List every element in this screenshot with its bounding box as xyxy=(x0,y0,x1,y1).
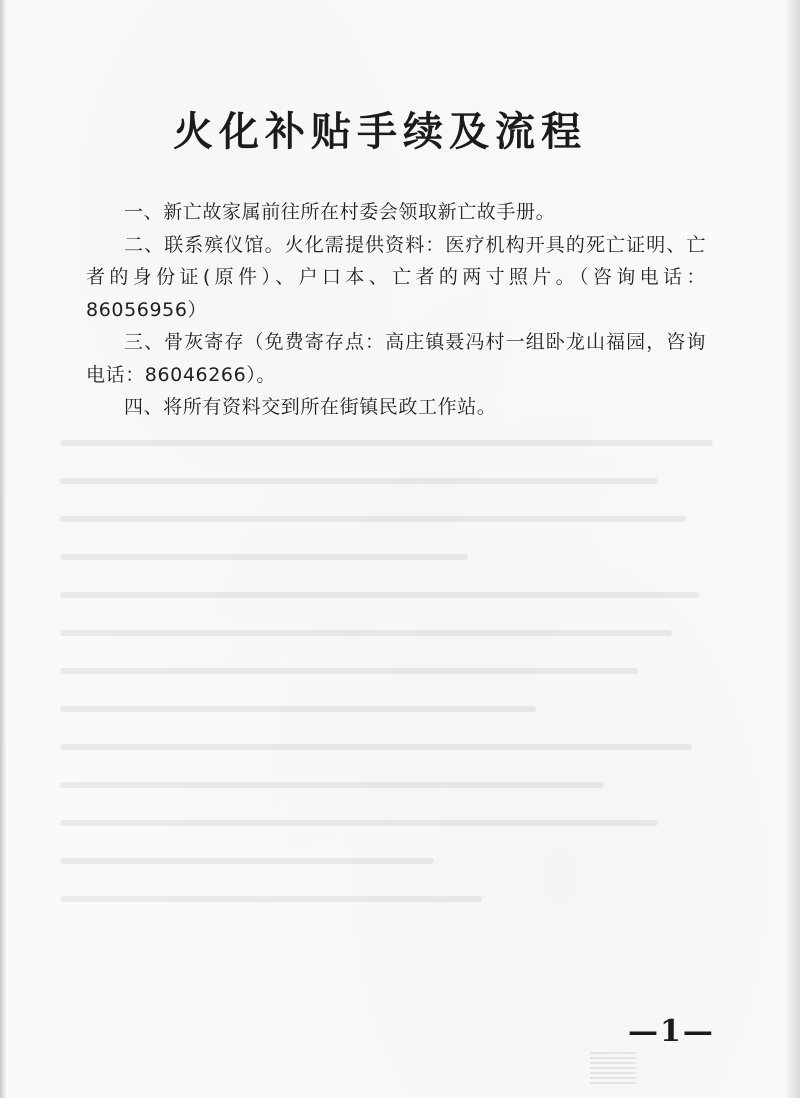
show-through-text xyxy=(60,440,740,960)
print-mark xyxy=(590,1052,636,1084)
page-right-shadow xyxy=(786,0,800,1098)
page-left-shadow xyxy=(0,0,6,1098)
step-paragraph-3: 三、骨灰寄存（免费寄存点：高庄镇聂冯村一组卧龙山福园，咨询电话：86046266）。 xyxy=(86,331,706,386)
page-number: —1— xyxy=(628,1014,715,1049)
step-paragraph-4: 四、将所有资料交到所在街镇民政工作站。 xyxy=(124,396,497,418)
document-body xyxy=(86,196,706,424)
document-title: 火化补贴手续及流程 xyxy=(173,108,587,155)
step-paragraph-1: 一、新亡故家属前往所在村委会领取新亡故手册。 xyxy=(124,201,556,223)
step-paragraph-2: 二、联系殡仪馆。火化需提供资料：医疗机构开具的死亡证明、亡者的身份证(原件）、户口本、亡者的两寸照片。（咨询电话：86056956） xyxy=(86,233,706,321)
